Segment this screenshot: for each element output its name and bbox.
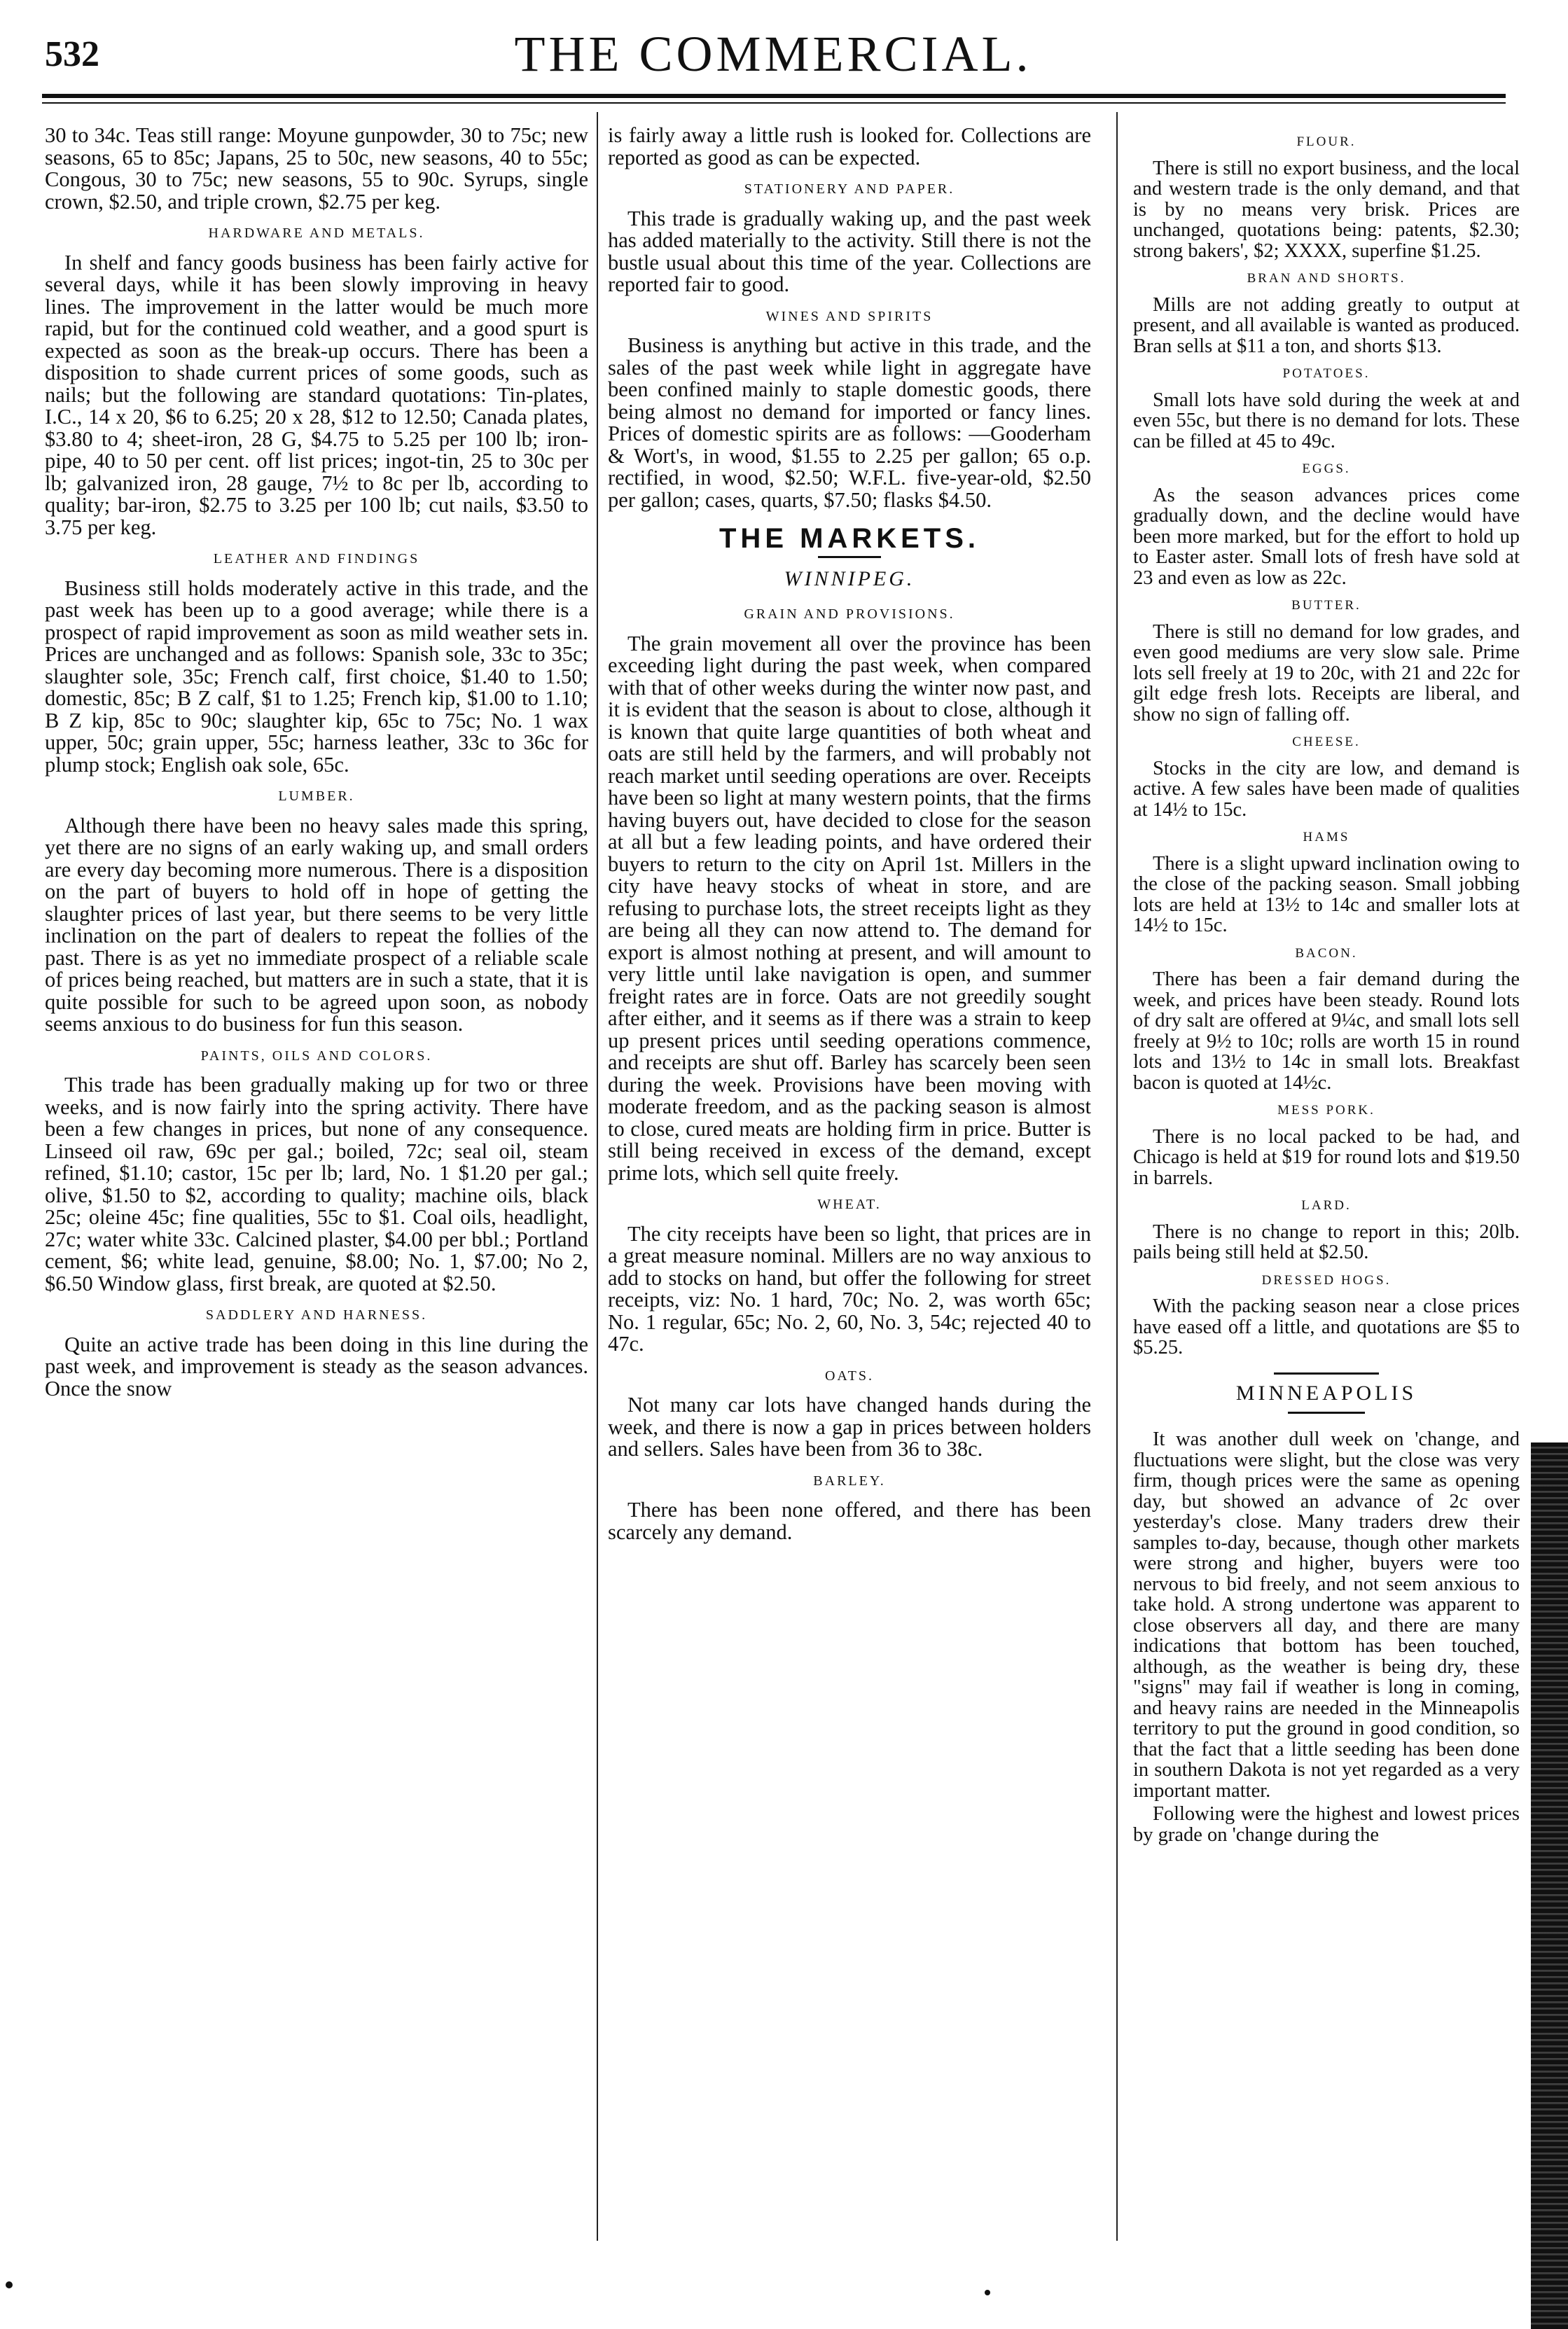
section-heading-wheat: WHEAT. (817, 1197, 882, 1212)
article-hams-paragraph: There is a slight upward inclination owing to the close of the packing season. Small jobbing lots are held at 13½ to 14c and smaller lots at 14½ to 15c. (1133, 852, 1520, 936)
section-heading-flour: FLOUR. (1296, 134, 1357, 149)
article-wines-paragraph: Business is anything but active in this trade, and the sales of the past week while light in aggregate have been confined mainly to staple domestic goods, there being almost no demand for imported or fancy lines. Prices of domestic spirits are as follows: —Gooderham & Wort's, in wood, $1.55 to 2.25 per gallon; 65 o.p. rectified, in wood, $2.50; W.F.L. five-year-old, $2.50 per gallon; cases, quarts, $7.50; flasks $4.50. (608, 333, 1091, 512)
page-number: 532 (45, 34, 99, 74)
article-eggs-paragraph: As the season advances prices come gradually down, and the decline would have been more marked, but for the effort to hold up to Easter aster. Small lots of fresh have sold at 23 and even as low as 22c. (1133, 484, 1520, 589)
section-heading-lumber: LUMBER. (278, 788, 355, 804)
masthead-rule-thick (42, 94, 1506, 98)
section-heading-stationery: STATIONERY AND PAPER. (744, 181, 955, 197)
article-bran-paragraph: Mills are not adding greatly to output at present, and all available is wanted as produced. Bran sells at $11 a ton, and shorts $13. (1133, 293, 1520, 357)
column-1 (45, 125, 588, 2295)
article-potatoes-paragraph: Small lots have sold during the week at and even 55c, but there is no demand for lots. These can be filled at 45 to 49c. (1133, 389, 1520, 452)
section-heading-grain: GRAIN AND PROVISIONS. (744, 606, 955, 622)
article-leather-paragraph: Business still holds moderately active in this trade, and the past week has been up to a good average; while there is a prospect of rapid improvement as soon as mild weather sets in. Prices are unchanged and as follows: Spanish sole, 33c to 35c; slaughter sole, 35c; French calf, first choice, $1.40 to 1.50; domestic, 85c; B Z calf, $1 to 1.25; French kip, $1.00 to 1.10; B Z kip, 85c to 90c; slaughter kip, 65c to 75c; No. 1 wax upper, 50c; grain upper, 55c; harness leather, 33c to 36c for plump stock; English oak sole, 65c. (45, 576, 588, 777)
markets-heading: THE MARKETS. (719, 523, 980, 554)
section-heading-oats: OATS. (824, 1368, 874, 1384)
section-heading-hams: HAMS (1303, 830, 1350, 844)
section-heading-bran: BRAN AND SHORTS. (1247, 271, 1406, 286)
markets-city-heading: WINNIPEG. (784, 566, 915, 590)
minneapolis-heading: MINNEAPOLIS (1235, 1381, 1417, 1405)
article-butter-paragraph: There is still no demand for low grades, and even good mediums are very slow sale. Prime lots sell freely at 19 to 20c, with 21 and 22c for gilt edge fresh lots. Receipts are liberal, and show no sign of falling off. (1133, 620, 1520, 725)
section-heading-eggs: EGGS. (1302, 461, 1351, 476)
section-heading-butter: BUTTER. (1291, 598, 1361, 613)
article-minneapolis-paragraph-1: It was another dull week on 'change, and fluctuations were slight, but the close was very firm, though prices were the same as opening day, but showed an advance of 2c over yesterday's close. Many traders drew their samples to-day, because, though other markets were strong and higher, buyers were too nervous to bid freely, and not seem anxious to take hold. A strong undertone was apparent to close observers all day, and there are many indications that bottom has been touched, although, as the weather is being dry, these "signs" may fail if weather is long in coming, and heavy rains are needed in the Minneapolis territory to put the ground in good condition, so that the fact that a little seeding has been done in southern Dakota is not yet regarded as a very important matter. (1133, 1428, 1520, 1802)
article-saddlery-continued: is fairly away a little rush is looked for. Collections are reported as good as can be expected. (608, 125, 1091, 169)
scan-edge-shadow (1531, 1442, 1568, 2329)
section-heading-barley: BARLEY. (813, 1473, 886, 1489)
article-teas-paragraph: 30 to 34c. Teas still range: Moyune gunpowder, 30 to 75c; new seasons, 65 to 85c; Japans, 25 to 50c, new seasons, 40 to 55c; Congous, 30 to 75c; new seasons, 55 to 90c. Syrups, single crown, $2.50, and triple crown, $2.75 per keg. (45, 125, 588, 214)
article-mess-pork-paragraph: There is no local packed to be had, and Chicago is held at $19 for round lots and $19.50 in barrels. (1133, 1125, 1520, 1189)
section-heading-leather: LEATHER AND FINDINGS (213, 551, 420, 566)
column-divider (1116, 112, 1118, 2241)
article-oats-paragraph: Not many car lots have changed hands during the week, and there is now a gap in prices between holders and sellers. Sales have been from 36 to 38c. (608, 1393, 1091, 1461)
article-hardware-paragraph: In shelf and fancy goods business has been fairly active for several days, while it has been slowly improving in heavy lines. The improvement in the latter would be much more rapid, but for the continued cold weather, and a good spurt is expected as soon as the break-up occurs. There has been a disposition to shade current prices of some goods, such as nails; but the following are standard quotations: Tin-plates, I.C., 14 x 20, $6 to 6.25; 20 x 28, $12 to 12.50; Canada plates, $3.80 to 4; sheet-iron, 28 G, $4.75 to 5.25 per 100 lb; iron-pipe, 40 to 50 per cent. off list prices; ingot-tin, 25 to 30c per lb; galvanized iron, 28 gauge, 7½ to 8c per lb, according to quality; bar-iron, $2.75 to 3.25 per 100 lb; cut nails, $3.50 to 3.75 per keg. (45, 250, 588, 539)
article-dressed-hogs-paragraph: With the packing season near a close prices have eased off a little, and quotations are $5 to $5.25. (1133, 1295, 1520, 1358)
section-heading-potatoes: POTATOES. (1282, 366, 1371, 381)
section-heading-dressed-hogs: DRESSED HOGS. (1261, 1272, 1392, 1288)
article-cheese-paragraph: Stocks in the city are low, and demand is active. A few sales have been made of qualities at 14½ to 15c. (1133, 757, 1520, 821)
ink-speck (6, 2281, 13, 2288)
section-heading-lard: LARD. (1301, 1198, 1352, 1213)
section-heading-mess-pork: MESS PORK. (1277, 1103, 1375, 1118)
section-heading-cheese: CHEESE. (1292, 735, 1361, 749)
section-heading-hardware: HARDWARE AND METALS. (208, 225, 425, 241)
article-lumber-paragraph: Although there have been no heavy sales made this spring, yet there are no signs of an early waking up, and small orders are every day becoming more numerous. There is a disposition on the part of buyers to hold off in hope of getting the slaughter prices of last year, but there seems to be very little inclination on the part of dealers to repeat the follies of the past. There is as yet no immediate prospect of a reliable scale of prices being reached, but matters are in such a state, that it is quite possible for such to be agreed upon soon, as nobody seems anxious to do business for fun this season. (45, 813, 588, 1036)
publication-title: THE COMMERCIAL. (514, 26, 1032, 82)
section-heading-bacon: BACON. (1295, 945, 1358, 961)
column-divider (597, 112, 598, 2241)
section-heading-saddlery: SADDLERY AND HARNESS. (205, 1307, 428, 1323)
section-heading-wines: WINES AND SPIRITS (765, 308, 934, 324)
masthead-rule-thin (42, 102, 1506, 104)
article-paints-paragraph: This trade has been gradually making up for two or three weeks, and is now fairly into the spring activity. There have been a few changes in prices, but none of any consequence. Linseed oil raw, 69c per gal.; boiled, 72c; seal oil, steam refined, $1.10; castor, 15c per lb; lard, No. 1 $1.20 per gal.; olive, $1.50 to $2, according to quality; machine oils, black 25c; oleine 45c; fine qualities, 55c to $1. Coal oils, headlight, 27c; water white 33c. Calcined plaster, $4.00 per bbl.; Portland cement, $6; white lead, genuine, $8.00; No. 1, $7.00; No 2, $6.50 Window glass, first break, are quoted at $2.50. (45, 1073, 588, 1295)
article-stationery-paragraph: This trade is gradually waking up, and the past week has added materially to the activity. Still there is not the bustle usual about this time of the year. Collections are reported fair to good. (608, 206, 1091, 296)
article-flour-paragraph: There is still no export business, and the local and western trade is the only demand, and that is by no means very brisk. Prices are unchanged, quotations being: patents, $2.30; strong bakers', $2; XXXX, superfine $1.25. (1133, 157, 1520, 262)
section-heading-paints: PAINTS, OILS AND COLORS. (200, 1048, 433, 1064)
article-bacon-paragraph: There has been a fair demand during the week, and prices have been steady. Round lots of dry salt are offered at 9¼c, and small lots sell freely at 9½ to 10c; rolls are worth 15 in round lots and 13½ to 14c in small lots. Breakfast bacon is quoted at 14½c. (1133, 968, 1520, 1094)
article-wheat-paragraph: The city receipts have been so light, that prices are in a great measure nominal. Millers are no way anxious to add to stocks on hand, but offer the following for street receipts, viz: No. 1 hard, 70c; No. 2, was worth 65c; No. 1 regular, 65c; No. 2, 60, No. 3, 54c; rejected 40 to 47c. (608, 1221, 1091, 1356)
article-lard-paragraph: There is no change to report in this; 20lb. pails being still held at $2.50. (1133, 1221, 1520, 1263)
article-minneapolis-paragraph-2: Following were the highest and lowest prices by grade on 'change during the (1133, 1803, 1520, 1846)
article-grain-paragraph: The grain movement all over the province has been exceeding light during the past week, when compared with that of other weeks during the winter now past, and it is evident that the season is about to close, although it is known that quite large quantities of both wheat and oats are still held by the farmers, and will probably not reach market until seeding operations are over. Receipts have been so light at many western points, that the firms having buyers out, have decided to close for the season at all but a few leading points, and have ordered their buyers to return to the city on April 1st. Millers in the city have heavy stocks of wheat in store, and are refusing to purchase lots, the street receipts light as they are being all they can now attend to. The demand for export is almost nothing at present, and will amount to very little until lake navigation is open, and summer freight rates are in force. Oats are not greedily sought after either, and it seems as if there was a strain to keep up present prices until seeding operations commence, and receipts are shut off. Barley has scarcely been seen during the week. Provisions have been moving with moderate freedom, and as the packing season is almost to close, cured meats are holding firm in price. Butter is still being received in excess of the demand, except prime lots, which sell quite freely. (608, 631, 1091, 1185)
masthead (45, 21, 1501, 91)
column-2 (608, 125, 1091, 2295)
section-rule (1288, 1412, 1365, 1414)
article-barley-paragraph: There has been none offered, and there has been scarcely any demand. (608, 1498, 1091, 1544)
section-rule (1274, 1372, 1379, 1375)
article-saddlery-paragraph: Quite an active trade has been doing in this line during the past week, and improvement is steady as the season advances. Once the snow (45, 1332, 588, 1400)
column-3 (1133, 125, 1520, 2295)
markets-rule (818, 556, 881, 558)
ink-speck (985, 2290, 990, 2295)
